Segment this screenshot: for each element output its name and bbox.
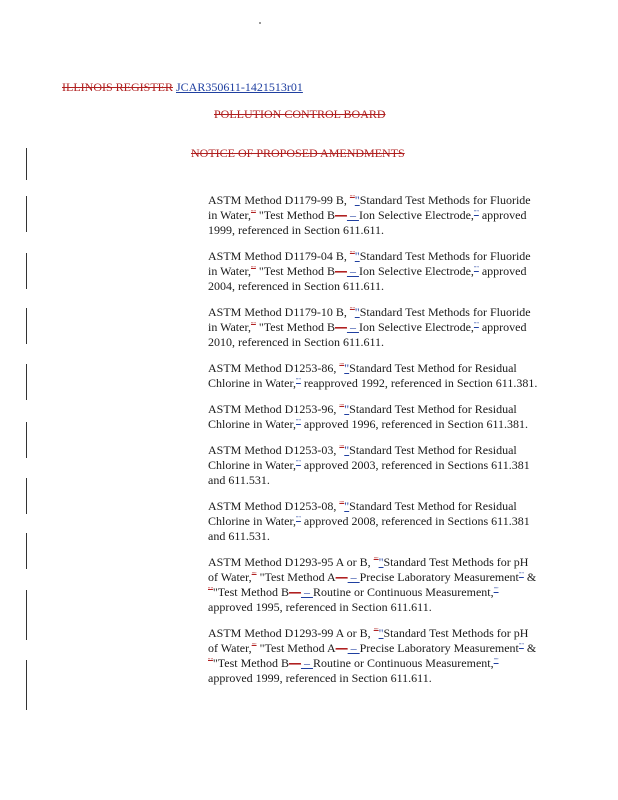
method-title: Standard Test Method for Residual Chlorine in Water, (208, 443, 517, 472)
change-bar (26, 590, 27, 640)
method-title: Standard Test Methods for Fluoride in Water, (208, 305, 531, 334)
list-item: ASTM Method D1253-96, """Standard Test Method for Residual Chlorine in Water,"" approved 1996, referenced in Section 611.381. (208, 402, 529, 431)
method-title: Standard Test Methods for pH of Water, (208, 626, 529, 655)
change-bar (26, 196, 27, 232)
method-id: ASTM Method D1293-99 A or B, (208, 626, 374, 640)
register-header (62, 80, 303, 95)
method-id: ASTM Method D1253-03, (208, 443, 340, 457)
method-title: Standard Test Method for Residual Chlorine in Water, (208, 361, 517, 390)
list-item: ASTM Method D1179-99 B, """Standard Test Methods for Fluoride in Water,"" "Test Method B— – Ion Selective Electrode,"" approved 1999, referenced in Section 611.611. (208, 193, 531, 237)
method-id: ASTM Method D1253-08, (208, 499, 340, 513)
change-bar (26, 308, 27, 344)
method-title: Standard Test Methods for Fluoride in Water, (208, 249, 531, 278)
method-id: ASTM Method D1253-96, (208, 402, 340, 416)
method-approval: approved 1999, referenced in Section 611.611. (208, 671, 432, 685)
board-title: POLLUTION CONTROL BOARD (214, 107, 386, 121)
method-approval: approved 2004, referenced in Section 611.611. (208, 264, 527, 293)
notice-title: NOTICE OF PROPOSED AMENDMENTS (191, 146, 405, 160)
list-item: ASTM Method D1253-08, """Standard Test Method for Residual Chlorine in Water,"" approved 2008, referenced in Sections 611.381 and 611.531. (208, 499, 530, 543)
list-item: ASTM Method D1179-04 B, """Standard Test Methods for Fluoride in Water,"" "Test Method B— – Ion Selective Electrode,"" approved 2004, referenced in Section 611.611. (208, 249, 531, 293)
change-bar (26, 660, 27, 710)
inserted-register-id: JCAR350611-1421513r01 (176, 80, 303, 94)
list-item: ASTM Method D1253-03, """Standard Test Method for Residual Chlorine in Water,"" approved 2003, referenced in Sections 611.381 and 611.531. (208, 443, 530, 487)
method-approval: approved 2003, referenced in Sections 611.381 and 611.531. (208, 458, 530, 487)
list-item: ASTM Method D1293-99 A or B, """Standard Test Methods for pH of Water,"" "Test Method A— – Precise Laboratory Measurement"" & """Test Method B— – Routine or Continuous Measurement,"" approved 1999, referenced in Section 611.611. (208, 626, 537, 685)
change-bar (26, 478, 27, 514)
change-bar (26, 422, 27, 458)
scan-speck (259, 22, 261, 24)
reference-list (208, 193, 538, 697)
method-id: ASTM Method D1253-86, (208, 361, 340, 375)
method-title: Standard Test Methods for pH of Water, (208, 555, 529, 584)
list-item: ASTM Method D1293-95 A or B, """Standard Test Methods for pH of Water,"" "Test Method A— – Precise Laboratory Measurement"" & """Test Method B— – Routine or Continuous Measurement,"" approved 1995, referenced in Section 611.611. (208, 555, 537, 614)
method-approval: reapproved 1992, referenced in Section 611.381. (300, 376, 538, 390)
list-item: ASTM Method D1179-10 B, """Standard Test Methods for Fluoride in Water,"" "Test Method B— – Ion Selective Electrode,"" approved 2010, referenced in Section 611.611. (208, 305, 531, 349)
method-title: Standard Test Method for Residual Chlorine in Water, (208, 402, 517, 431)
method-id: ASTM Method D1293-95 A or B, (208, 555, 374, 569)
method-approval: approved 2008, referenced in Sections 611.381 and 611.531. (208, 514, 530, 543)
change-bar (26, 533, 27, 569)
list-item: ASTM Method D1253-86, """Standard Test Method for Residual Chlorine in Water,"" reapproved 1992, referenced in Section 611.381. (208, 361, 538, 390)
method-title: Standard Test Methods for Fluoride in Water, (208, 193, 531, 222)
change-bar (26, 364, 27, 400)
method-id: ASTM Method D1179-04 B, (208, 249, 350, 263)
method-approval: approved 1995, referenced in Section 611.611. (208, 600, 432, 614)
method-approval: approved 2010, referenced in Section 611.611. (208, 320, 527, 349)
method-title: Standard Test Method for Residual Chlorine in Water, (208, 499, 517, 528)
method-approval: approved 1996, referenced in Section 611.381. (300, 417, 529, 431)
method-approval: approved 1999, referenced in Section 611.611. (208, 208, 527, 237)
deleted-register-title: ILLINOIS REGISTER (62, 80, 173, 94)
change-bar (26, 148, 27, 180)
change-bar (26, 253, 27, 289)
method-id: ASTM Method D1179-99 B, (208, 193, 350, 207)
method-id: ASTM Method D1179-10 B, (208, 305, 350, 319)
